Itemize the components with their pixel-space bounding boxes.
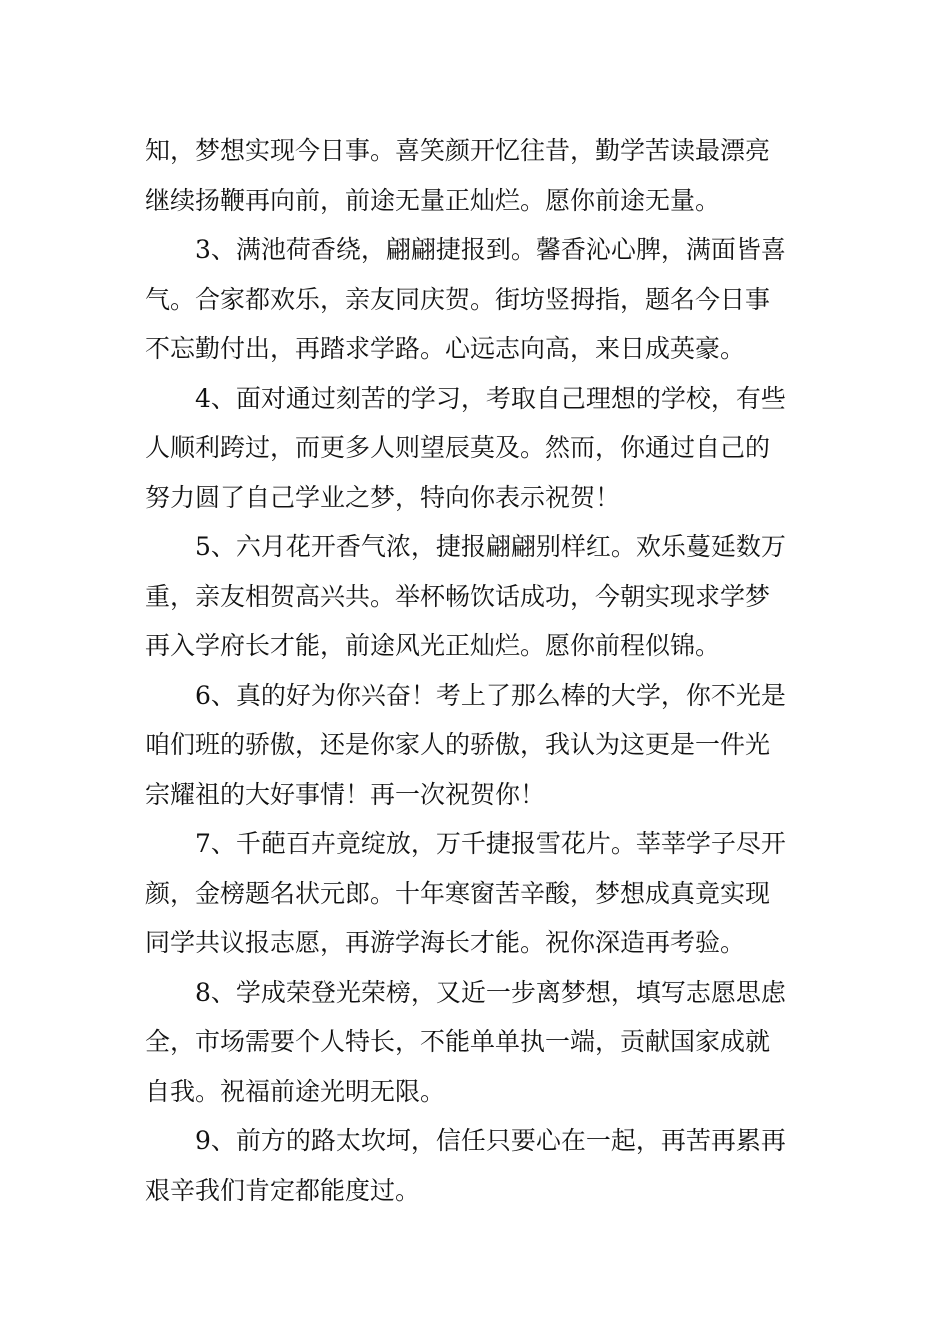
text-line: 努力圆了自己学业之梦，特向你表示祝贺！ <box>145 482 621 512</box>
text-line: 自我。祝福前途光明无限。 <box>145 1076 446 1106</box>
text-line: 人顺利跨过，而更多人则望辰莫及。然而，你通过自己的 <box>145 433 771 462</box>
text-line: 气。合家都欢乐，亲友同庆贺。街坊竖拇指，题名今日事 <box>145 284 771 314</box>
paragraph-start-5: 5、六月花开香气浓，捷报翩翩别样红。欢乐蔓延数万 <box>195 532 786 561</box>
text-line: 再入学府长才能，前途风光正灿烂。愿你前程似锦。 <box>145 631 721 660</box>
document-body <box>145 126 807 1215</box>
paragraph-start-3: 3、满池荷香绕，翩翩捷报到。馨香沁心脾，满面皆喜 <box>195 235 786 264</box>
paragraph-start-9: 9、前方的路太坎坷，信任只要心在一起，再苦再累再 <box>195 1126 786 1155</box>
paragraph-start-8: 8、学成荣登光荣榜，又近一步离梦想，填写志愿思虑 <box>195 977 786 1007</box>
text-line: 继续扬鞭再向前，前途无量正灿烂。愿你前途无量。 <box>145 185 721 215</box>
paragraph-start-4: 4、面对通过刻苦的学习，考取自己理想的学校，有些 <box>195 383 786 413</box>
text-line: 咱们班的骄傲，还是你家人的骄傲，我认为这更是一件光 <box>145 730 771 759</box>
paragraph-start-7: 7、千葩百卉竟绽放，万千捷报雪花片。莘莘学子尽开 <box>195 829 786 858</box>
text-line: 重，亲友相贺高兴共。举杯畅饮话成功，今朝实现求学梦 <box>145 581 771 611</box>
text-line: 不忘勤付出，再踏求学路。心远志向高，来日成英豪。 <box>145 334 746 363</box>
text-line: 同学共议报志愿，再游学海长才能。祝你深造再考验。 <box>145 928 746 957</box>
text-line: 颜，金榜题名状元郎。十年寒窗苦辛酸，梦想成真竟实现 <box>145 878 771 908</box>
text-line: 宗耀祖的大好事情！再一次祝贺你！ <box>145 779 546 809</box>
paragraph-start-6: 6、真的好为你兴奋！考上了那么棒的大学，你不光是 <box>195 680 786 710</box>
text-line: 知，梦想实现今日事。喜笑颜开忆往昔，勤学苦读最漂亮 <box>145 136 771 165</box>
text-line: 全，市场需要个人特长，不能单单执一端，贡献国家成就 <box>145 1027 771 1056</box>
text-line: 艰辛我们肯定都能度过。 <box>145 1175 421 1205</box>
